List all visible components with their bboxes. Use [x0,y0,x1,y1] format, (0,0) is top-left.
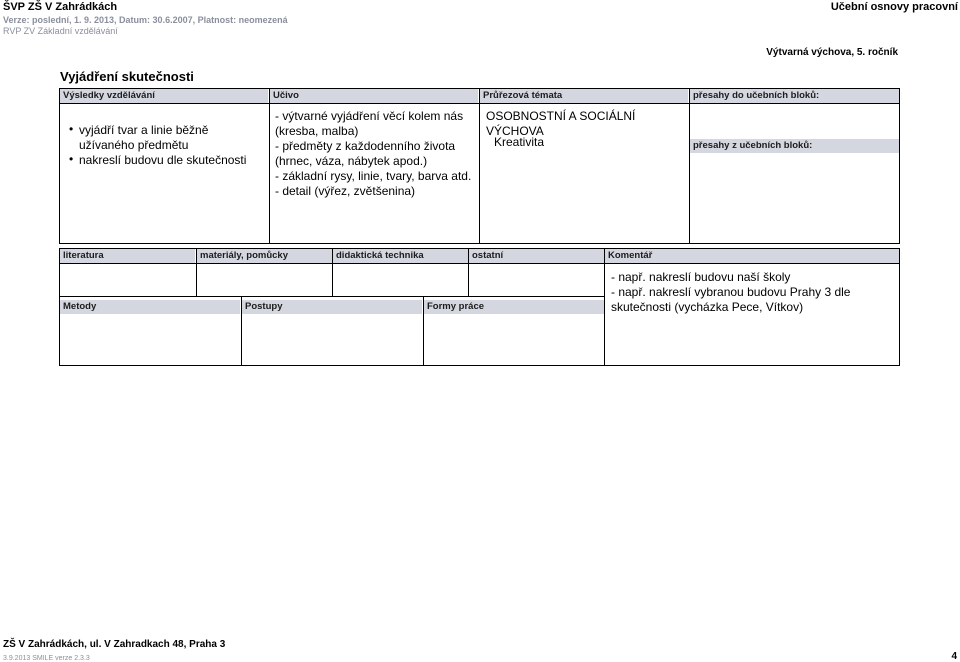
version-info: Verze: poslední, 1. 9. 2013, Datum: 30.6.2007, Platnost: neomezená [3,15,288,25]
comment-2: - např. nakreslí vybranou budovu Prahy 3 dle skutečnosti (vycházka Pece, Vítkov) [611,285,851,314]
footer-school: ZŠ V Zahrádkách, ul. V Zahradkach 48, Praha 3 [3,639,226,650]
theme-item: Kreativita [494,135,545,149]
header-themes: Průřezová témata [480,89,688,103]
header-content: Učivo [270,89,478,103]
bullet-2: • [69,152,74,166]
comment-1: - např. nakreslí budovu naší školy [611,270,791,284]
header-results: Výsledky vzdělávání [60,89,268,103]
header-literatura: literatura [60,249,195,263]
header-overlap-to: přesahy do učebních bloků: [690,89,899,103]
content-line-1: - výtvarné vyjádření věcí kolem nás [275,109,464,123]
result-1: vyjádří tvar a linie běžně užívaného předmětu [79,123,209,152]
header-ostatni: ostatní [469,249,604,263]
content-line-6: - detail (výřez, zvětšenina) [275,184,416,198]
methods-table [59,248,900,366]
content-line-3: - předměty z každodenního života [275,139,456,153]
footer-version: 3.9.2013 SMILE verze 2.3.3 [3,655,90,662]
rvp-info: RVP ZV Základní vzdělávání [3,26,118,36]
page-number: 4 [951,651,957,662]
header-materialy: materiály, pomůcky [197,249,332,263]
header-komentar: Komentář [605,249,899,263]
curriculum-table [59,88,900,244]
section-title: Vyjádření skutečnosti [60,69,194,84]
document-title: ŠVP ZŠ V Zahrádkách [3,1,118,13]
header-postupy: Postupy [242,300,422,314]
theme-title: OSOBNOSTNÍ A SOCIÁLNÍ VÝCHOVA [486,109,636,138]
content-line-5: - základní rysy, linie, tvary, barva atd. [275,169,472,183]
content-line-2: (kresba, malba) [275,124,359,138]
header-technika: didaktická technika [333,249,468,263]
content-line-4: (hrnec, váza, nábytek apod.) [275,154,428,168]
subject-grade: Výtvarná výchova, 5. ročník [766,47,898,58]
header-overlap-from: přesahy z učebních bloků: [690,139,899,153]
bullet-1: • [69,122,74,136]
document-type: Učební osnovy pracovní [830,1,958,13]
header-formy: Formy práce [424,300,604,314]
result-2: nakreslí budovu dle skutečnosti [79,153,247,167]
header-metody: Metody [60,300,240,314]
